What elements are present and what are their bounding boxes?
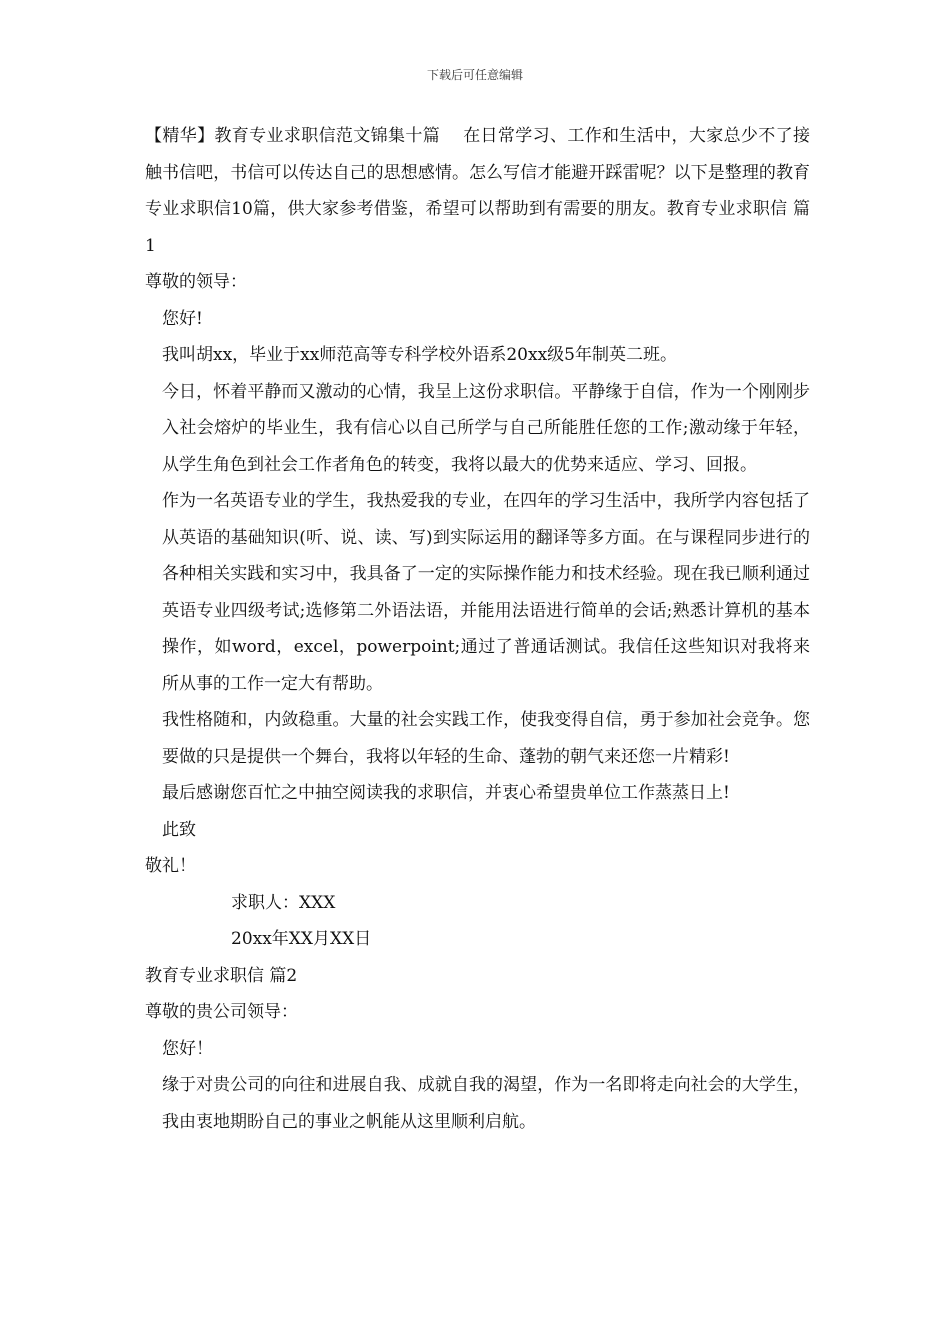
letter1-greeting: 您好!: [162, 308, 203, 329]
letter1-salutation: 尊敬的领导：: [145, 272, 247, 292]
letter1-date: 20xx年XX月XX日: [231, 929, 372, 949]
letter1-paragraph-2: 今日，怀着平静而又激动的心情，我呈上这份求职信。平静缘于自信，作为一个刚刚步入社会熔炉的毕业生，我有信心以自己所学与自己所能胜任您的工作;激动缘于年轻，从学生角色到社会工作者角色的转变，我将以最大的优势来适应、学习、回报。: [162, 381, 810, 475]
letter2-greeting: 您好！: [162, 1038, 213, 1059]
letter1-paragraph-3: 作为一名英语专业的学生，我热爱我的专业，在四年的学习生活中，我所学内容包括了从英语的基础知识(听、说、读、写)到实际运用的翻译等多方面。在与课程同步进行的各种相关实践和实习中，我具备了一定的实际操作能力和技术经验。现在我已顺利通过英语专业四级考试;选修第二外语法语，并能用法语进行简单的会话;熟悉计算机的基本操作，如word，excel，powerpoint;通过了普通话测试。我信任这些知识对我将来所从事的工作一定大有帮助。: [162, 491, 810, 694]
page-header: 下载后可任意编辑: [426, 68, 523, 82]
letter1-paragraph-4: 我性格随和，内敛稳重。大量的社会实践工作，使我变得自信，勇于参加社会竞争。您要做的只是提供一个舞台，我将以年轻的生命、蓬勃的朝气来还您一片精彩!: [162, 710, 810, 767]
letter1-paragraph-5: 最后感谢您百忙之中抽空阅读我的求职信，并衷心希望贵单位工作蒸蒸日上!: [162, 783, 730, 803]
document-body: [145, 118, 810, 1140]
letter1-closing-1: 此致: [162, 819, 196, 840]
intro-paragraph: 【精华】教育专业求职信范文锦集十篇 在日常学习、工作和生活中，大家总少不了接触书信吧，书信可以传达自己的思想感情。怎么写信才能避开踩雷呢？以下是整理的教育专业求职信10篇，供大家参考借鉴，希望可以帮助到有需要的朋友。教育专业求职信 篇1: [145, 126, 810, 256]
letter1-paragraph-1: 我叫胡xx，毕业于xx师范高等专科学校外语系20xx级5年制英二班。: [162, 345, 677, 365]
letter1-signer: 求职人：XXX: [231, 892, 336, 913]
letter1-closing-2: 敬礼！: [145, 856, 196, 876]
letter2-paragraph-1: 缘于对贵公司的向往和进展自我、成就自我的渴望，作为一名即将走向社会的大学生，我由衷地期盼自己的事业之帆能从这里顺利启航。: [162, 1075, 810, 1132]
letter2-salutation: 尊敬的贵公司领导：: [145, 1002, 298, 1022]
letter2-title: 教育专业求职信 篇2: [145, 965, 298, 986]
